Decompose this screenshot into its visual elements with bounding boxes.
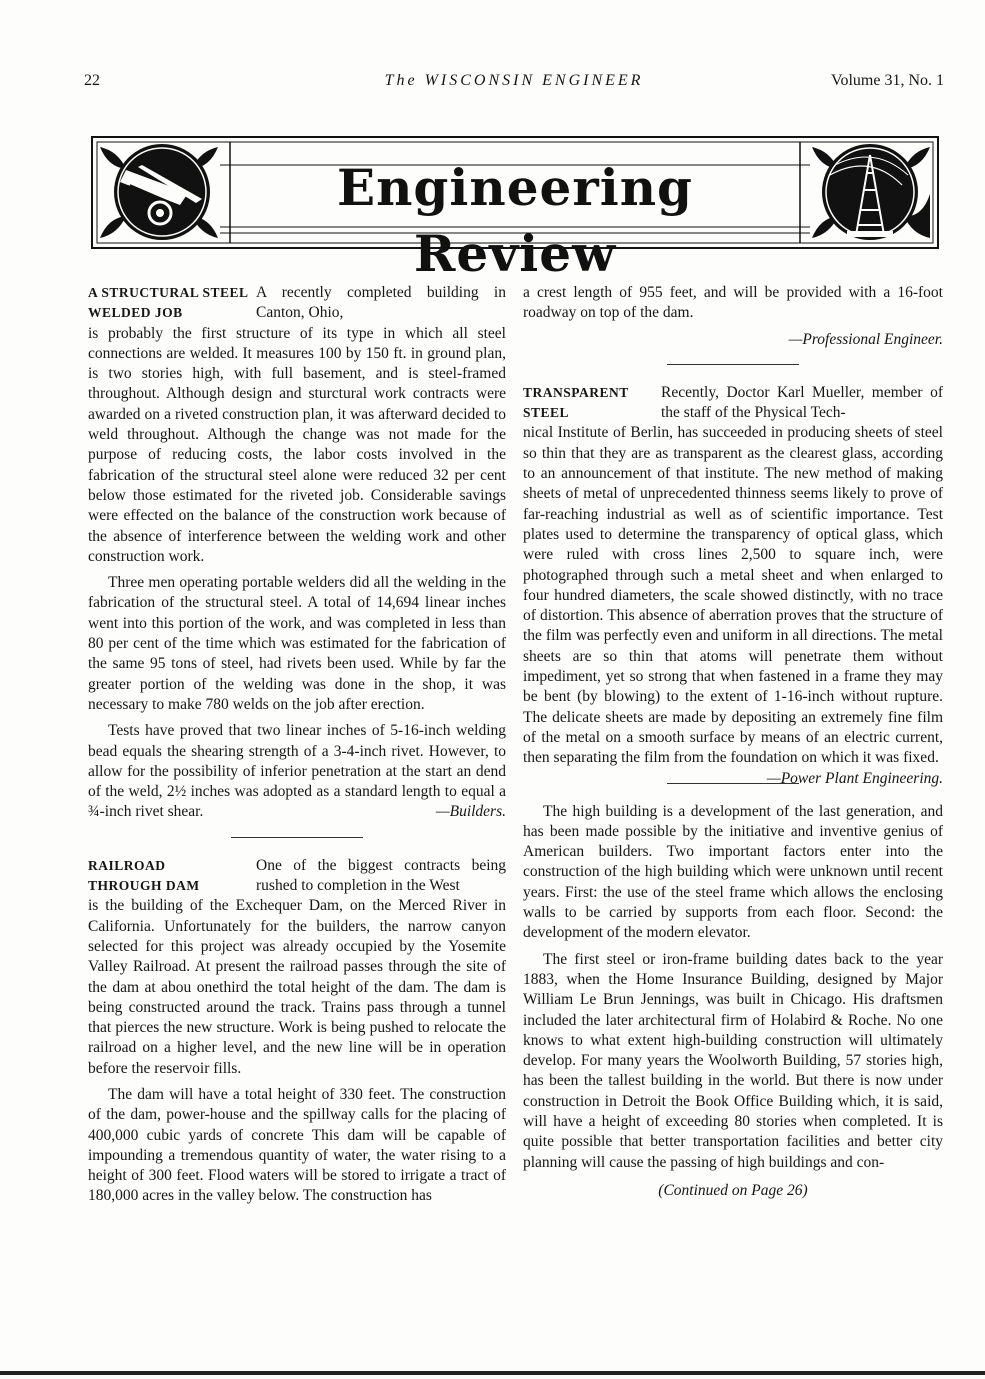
- article-paragraph: [88, 721, 506, 822]
- article-source: —Professional Engineer.: [788, 330, 943, 348]
- article-lead: A recently completed building in Canton, Ohio,: [256, 284, 506, 322]
- article-paragraph: The first steel or iron-frame building dates back to the year 1883, when the Home Insurance Building, designed by Major William Le Brun Jennings, was built in Chicago. His draftsmen included the later architectural firm of Holabird & Roche. No one knows to what extent high-building construction will ultimately develop. For many years the Woolworth Building, 57 stories high, has been the tallest building in the world. But there is now under construction in Detroit the Book Office Building which, it is said, will have a height of exceeding 80 stories when completed. It is quite possible that better transportation facilities and better city planning will cause the passing of high buildings and con-: [523, 950, 943, 1171]
- running-header: [84, 72, 944, 94]
- article-paragraph: The high building is a development of the last generation, and has been made possible by the initiative and inventive genius of American builders. Two important factors enter into the construction of the high building which were unknown until recent years. First: the use of the steel frame which allows the enclosing walls to be carried by supports from each floor. Second: the development of the modern elevator.: [523, 802, 943, 942]
- article-transparent: [523, 383, 943, 424]
- article-lead: Recently, Doctor Karl Mueller, member of the staff of the Physical Tech-: [661, 383, 943, 422]
- article-heading: [523, 383, 661, 424]
- article-source: —Builders.: [435, 803, 506, 821]
- journal-title: The WISCONSIN ENGINEER: [384, 72, 644, 89]
- heading-line: WELDED JOB: [88, 305, 183, 321]
- article-paragraph: is probably the first structure of its type in which all steel connections are welded. It measures 100 by 150 ft. in ground plan, is two stories high, with full basement, and is steel-framed throughout. Although design and sturctural work contracts were awarded on a riveted construction plan, it was afterward decided to weld throughout. Although the change was not made for the purpose of reducing costs, the labor costs involved in the fabrication of the structural steel alone were reduced 32 per cent below those estimated for the riveted job. Considerable savings were effected on the balance of the construction work because of the absence of interference between the welding work and other construction work.: [88, 324, 506, 565]
- section-divider: [667, 364, 799, 365]
- article-paragraph: The dam will have a total height of 330 feet. The construction of the dam, power-house and the spillway calls for the placing of 400,000 cubic yards of concrete This dam will be capable of impounding a tremendous quantity of water, the water rising to a height of 300 feet. Flood waters will be stored to irrigate a tract of 180,000 acres in the valley below. The construction has: [88, 1085, 506, 1205]
- left-column: [88, 283, 506, 1207]
- article-railroad: [88, 856, 506, 897]
- volume-info: Volume 31, No. 1: [830, 72, 944, 89]
- heading-line: TRANSPARENT: [523, 384, 629, 400]
- right-column: [523, 283, 943, 1201]
- heading-line: A STRUCTURAL STEEL: [88, 285, 249, 300]
- article-heading: [88, 283, 256, 324]
- continued-note: (Continued on Page 26): [658, 1181, 808, 1199]
- page-bottom-rule: [0, 1371, 985, 1375]
- section-divider: [231, 837, 363, 838]
- airplane-medallion-icon: [114, 144, 210, 240]
- heading-line: THROUGH DAM: [88, 878, 200, 894]
- banner-title: Engineering Review: [336, 158, 694, 283]
- heading-line: RAILROAD: [88, 857, 166, 873]
- article-welded: [88, 283, 506, 324]
- engineering-review-banner: [90, 135, 940, 283]
- article-paragraph: a crest length of 955 feet, and will be provided with a 16-foot roadway on top of the dam.: [523, 284, 943, 322]
- heading-line: STEEL: [523, 405, 570, 421]
- article-paragraph: is the building of the Exchequer Dam, on the Merced River in California. Unfortunately for the builders, the narrow canyon selected for this project was already occupied by the Yosemite Valley Railroad. At present the railroad passes through the site of the dam at abou onethird the total height of the dam. The dam is being constructed around the track. Trains pass through a tunnel that pierces the new structure. Work is being pushed to relocate the railroad on a higher level, and the new line will be in operation before the reservoir fills.: [88, 897, 506, 1077]
- article-paragraph: Three men operating portable welders did all the welding in the fabrication of the structural steel. A total of 14,694 linear inches went into this portion of the work, and was completed in less than 80 per cent of the time which was estimated for the fabrication of the same 95 tons of steel, had rivets been used. While by far the greater portion of the welding was done in the shop, it was necessary to make 780 welds on the job after erection.: [88, 574, 506, 713]
- derrick-medallion-icon: [822, 144, 918, 240]
- paragraph-text: nical Institute of Berlin, has succeeded in producing sheets of steel so thin that they are as transparent as the clearest glass, according to an announcement of that institute. The new method of making sheets of metal of unprecedented thinness seems likely to prove of far-reaching industrial as well as of scientific importance. Test plates used to determine the transparency of optical glass, which were ruled with cross lines 2,500 to square inch, were photographed through such a metal sheet and when enlarged to four hundred diameters, the scale showed distinctly, with no trace of distortion. This absence of aberration proves that the structure of the film was perfectly even and uniform in all directions. The metal sheets are so thin that atoms will penetrate them without impediment, yet so strong that when fastened in a frame they may be bent (by blowing) to the extent of 1-16-inch without rupture. The delicate sheets are made by depositing an extremely fine film of the metal on a smooth surface by means of an electric current, then separating the film from the foundation on which it was fixed.: [523, 424, 943, 767]
- article-heading: [88, 856, 256, 897]
- article-lead: One of the biggest contracts being rushed to completion in the West: [256, 856, 506, 895]
- page-number: 22: [84, 72, 100, 89]
- paragraph-text: Tests have proved that two linear inches of 5-16-inch welding bead equals the shearing strength of a 3-4-inch rivet. However, to allow for the possibility of inferior penetration at the start an dend of the weld, 2½ inches was adopted as a standard length to equal a ¾-inch rivet shear.: [88, 722, 506, 821]
- article-source: —Power Plant Engineering.: [766, 769, 943, 787]
- article-paragraph: [523, 423, 943, 787]
